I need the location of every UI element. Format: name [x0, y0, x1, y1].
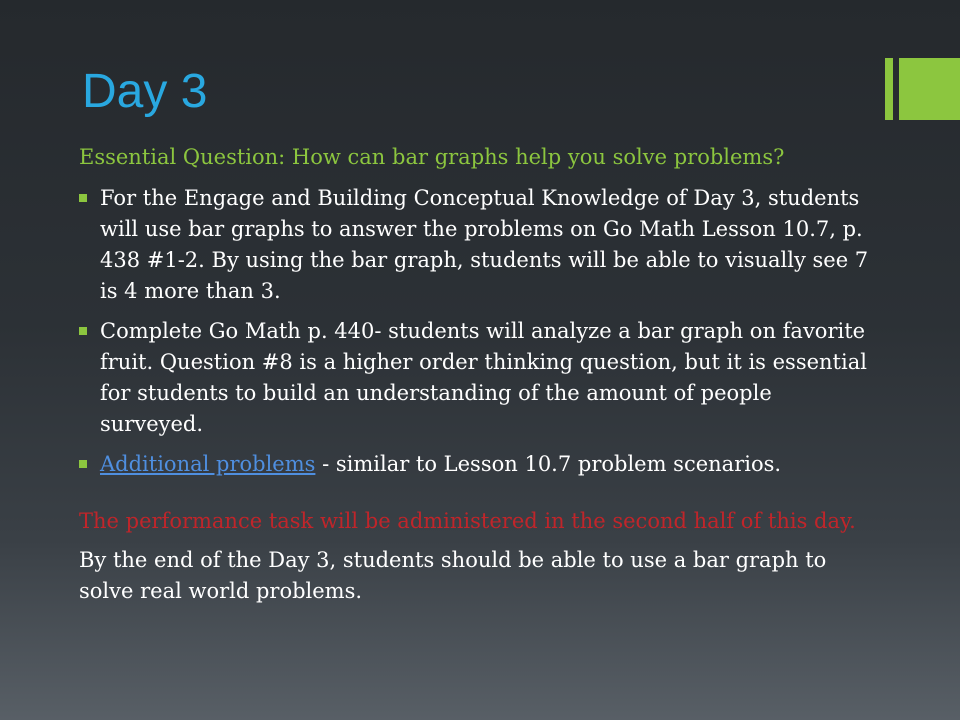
essential-question: Essential Question: How can bar graphs help you solve problems? — [79, 145, 785, 169]
slide-title: Day 3 — [82, 65, 208, 118]
bullet-text: For the Engage and Building Conceptual Knowledge of Day 3, students will use bar graphs to answer the problems on Go Math Lesson 10.7, p. 438 #1-2. By using the bar graph, students will be able to visually see 7 is 4 more than 3. — [100, 186, 869, 303]
performance-task-note: The performance task will be administered in the second half of this day. — [79, 509, 856, 533]
closing-statement: By the end of the Day 3, students should be able to use a bar graph to solve real world problems. — [79, 548, 827, 603]
bullet-marker-icon — [79, 327, 87, 335]
bullet-marker-icon — [79, 460, 87, 468]
additional-problems-link[interactable]: Additional problems — [100, 452, 316, 476]
bullet-marker-icon — [79, 194, 87, 202]
bullet-text: - similar to Lesson 10.7 problem scenarios. — [315, 452, 782, 476]
decoration-wide-bar — [899, 58, 960, 120]
decoration-thin-bar — [885, 58, 893, 120]
bullet-list — [79, 183, 869, 480]
bullet-item — [79, 449, 869, 480]
bullet-item — [79, 316, 869, 440]
slide-body — [79, 142, 869, 607]
bullet-text: Complete Go Math p. 440- students will analyze a bar graph on favorite fruit. Question #8 is a higher order thinking question, but it is essential for students to build an understanding of the amount of people surveyed. — [100, 319, 867, 436]
bullet-item — [79, 183, 869, 307]
